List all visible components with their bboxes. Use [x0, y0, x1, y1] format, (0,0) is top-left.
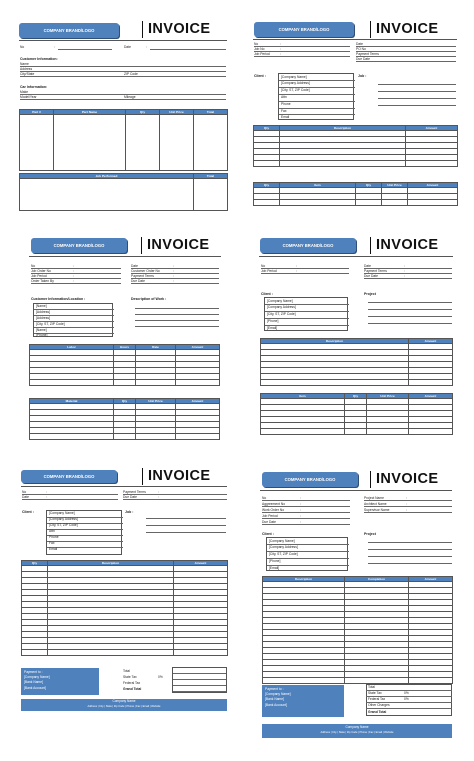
totals-label: State Tax [368, 691, 382, 695]
invoice-title: INVOICE [370, 237, 438, 254]
field-label: Date [124, 45, 131, 49]
section-heading: Customer Information/Location : [31, 297, 86, 301]
column-header: Job Performed [20, 174, 194, 179]
field-label: Date [364, 264, 371, 268]
field-label: No [261, 264, 266, 268]
field-label: Model/Year [20, 95, 37, 99]
field-label: Job Period [261, 269, 277, 273]
column-header: Item [280, 183, 356, 188]
field-label: Payment Terms [131, 274, 154, 278]
column-header: Unit Price [382, 183, 408, 188]
items-table [253, 182, 458, 206]
field-label: Due Date [123, 495, 137, 499]
field-label: Aggreement No [262, 502, 286, 506]
field-label: Date [356, 42, 363, 46]
tax-percent: 0% [158, 675, 163, 679]
column-header: Qty [356, 183, 382, 188]
field-label: Job Period [31, 274, 47, 278]
description-table [21, 560, 228, 656]
column-header: Amount [409, 394, 453, 399]
field-label: Due Date [131, 279, 145, 283]
invoice-title: INVOICE [141, 237, 209, 254]
field-label: Project Name [364, 496, 384, 500]
column-header: Completion [345, 577, 409, 582]
column-header: Part # [20, 110, 54, 115]
field-label: Address [20, 67, 33, 71]
field-label: Supervisor Name [364, 508, 390, 512]
field-label: Due Date [364, 274, 378, 278]
field-label: Date [131, 264, 138, 268]
field-label: Job Period [254, 52, 270, 56]
field-label: Make [20, 90, 29, 94]
job-heading: Job : [358, 74, 367, 78]
column-header: Qty [22, 561, 48, 566]
column-header: Part Name [54, 110, 126, 115]
client-fields: [Company Name] [Company Address] [City, ST, ZIP Code] Attn Phone Fax Email [278, 73, 354, 120]
client-heading: Client : [22, 510, 34, 514]
brand-logo: COMPANY BRAND/LOGO [31, 238, 127, 253]
field-label: No [20, 45, 25, 49]
field-label: Customer Order No [131, 269, 160, 273]
field-label: Job No [254, 47, 265, 51]
column-header: Amount [176, 345, 220, 350]
section-heading: Description of Work : [131, 297, 167, 301]
column-header: Amount [408, 183, 458, 188]
column-header: Amount [409, 577, 453, 582]
field-label: Due Date [356, 57, 370, 61]
field-label: Payment Terms [356, 52, 379, 56]
column-header: Amount [174, 561, 228, 566]
column-header: Hours [114, 345, 136, 350]
company-footer: Company Name Address | City | State | Zip Code | Phone | Fax | Email | Website [21, 699, 227, 711]
field-label: Work Order No [262, 508, 285, 512]
invoice-template-4[interactable]: COMPANY BRAND/LOGO INVOICE No : Job Period : Date : Payment Terms : Due Date : Client : [Company Name] [Company Address] [City, ST, ZIP Code] [Phone] [Email] Project Description Amount Item Qty Unit Price Amount [256, 232, 454, 448]
brand-logo: COMPANY BRAND/LOGO [260, 238, 356, 253]
field-label: Job Order No [31, 269, 51, 273]
invoice-template-3[interactable]: COMPANY BRAND/LOGO INVOICE No : Job Order No : Job Period : Order Taken By : Date : Customer Order No : Payment Terms : Due Date : Customer Information/Location : [Name] [Address] [Address] [City, ST, ZIP Code] [Name] [Phone] Description of Work : Labor Hours Rate Amount Material Qty Unit Price Amount [25, 232, 223, 448]
totals-box [172, 667, 227, 693]
invoice-title: INVOICE [142, 468, 210, 485]
client-heading: Client : [261, 292, 273, 296]
client-heading: Client : [254, 74, 266, 78]
column-header: Qty [254, 183, 280, 188]
field-label: No [22, 490, 27, 494]
customer-fields: [Name] [Address] [Address] [City, ST, ZIP Code] [Name] [Phone] [33, 303, 113, 337]
column-header: Qty [254, 126, 280, 131]
field-label: Payment Terms [364, 269, 387, 273]
client-fields: [Company Name] [Company Address] [City, ST, ZIP Code] [Phone] [Email] [264, 297, 348, 331]
totals-label: Other Charges [368, 703, 390, 707]
totals-label: State Tax [123, 675, 137, 679]
field-label: No [262, 496, 267, 500]
field-label: Job Period [262, 514, 278, 518]
invoice-template-1[interactable]: COMPANY BRAND/LOGO INVOICE No : Date : Customer Information: Name Address City/State ZIP Code Car Information: Make Model/Year Mileage Part # Part Name Qty Unit Price Total Job Performed Total [16, 18, 230, 214]
column-header: Description [48, 561, 174, 566]
column-header: Item [261, 394, 345, 399]
invoice-title: INVOICE [370, 471, 438, 488]
column-header: Qty [345, 394, 367, 399]
brand-logo: COMPANY BRAND/LOGO [19, 23, 119, 38]
column-header: Total [194, 174, 228, 179]
section-heading: Customer Information: [20, 57, 58, 61]
field-label: Payment Terms [123, 490, 146, 494]
tax-percent: 0% [404, 697, 409, 701]
payment-box: Payment to : [Company Name] [Bank Name] [Bank Account] [21, 668, 99, 695]
description-table [253, 125, 458, 167]
project-heading: Project [364, 532, 376, 536]
job-heading: Job : [125, 510, 134, 514]
description-table [260, 338, 453, 386]
column-header: Description [261, 339, 409, 344]
column-header: Amount [406, 126, 458, 131]
column-header: Labor [30, 345, 114, 350]
field-label: No [254, 42, 259, 46]
column-header: Rate [136, 345, 176, 350]
company-footer: Company Name Address | City | State | Zip Code | Phone | Fax | Email | Website [262, 724, 452, 738]
field-label: Order Taken By [31, 279, 54, 283]
field-label: Date [22, 495, 29, 499]
section-heading: Car Information: [20, 85, 48, 89]
column-header: Amount [409, 339, 453, 344]
labor-table [29, 344, 220, 386]
column-header: Description [280, 126, 406, 131]
field-label: City/State [20, 72, 35, 76]
parts-table [19, 109, 228, 171]
payment-box: Payment to : [Company Name] [Bank Name] [Bank Account] [262, 685, 344, 717]
material-table [29, 398, 220, 440]
totals-label: Federal Tax [368, 697, 386, 701]
invoice-template-2[interactable]: COMPANY BRAND/LOGO INVOICE No : Job No : Job Period : Date PO No Payment Terms Due Date Client : [Company Name] [Company Address] [City, ST, ZIP Code] Attn Phone Fax Email Job : Qty Description Amount Qty Item Qty Unit Price Amount [250, 18, 458, 216]
column-header: Material [30, 399, 114, 404]
column-header: Unit Price [160, 110, 194, 115]
project-heading: Project [364, 292, 376, 296]
totals-label: Federal Tax [123, 681, 141, 685]
totals-label: Total [123, 669, 130, 673]
description-table [262, 576, 453, 684]
client-heading: Client : [262, 532, 274, 536]
column-header: Unit Price [367, 394, 409, 399]
invoice-title: INVOICE [370, 21, 438, 38]
job-table [19, 173, 228, 211]
invoice-template-5[interactable]: COMPANY BRAND/LOGO INVOICE No : Date : Payment Terms : Due Date : Client : [Company Name] [Company Address] [City, ST, ZIP Code] Attn Phone Fax Email Job : Qty Description Amount Payment to : [Company Name] [Bank Name] [Bank Account] Total State Tax 0% Federal Tax Grand Total Company Name Address | City | State | Zip Code | Phone | Fax | Email | Website [18, 466, 230, 714]
column-header: Description [263, 577, 345, 582]
tax-percent: 0% [404, 691, 409, 695]
client-fields: [Company Name] [Company Address] [City, ST, ZIP Code] [Phone] [Email] [266, 537, 348, 571]
totals-label: Total [368, 685, 375, 689]
items-table [260, 393, 453, 435]
brand-logo: COMPANY BRAND/LOGO [21, 470, 117, 483]
brand-logo: COMPANY BRAND/LOGO [254, 22, 354, 37]
field-label: Name [20, 62, 29, 66]
column-header: Total [194, 110, 228, 115]
column-header: Unit Price [136, 399, 176, 404]
client-fields: [Company Name] [Company Address] [City, ST, ZIP Code] Attn Phone Fax Email [46, 510, 122, 555]
column-header: Amount [176, 399, 220, 404]
totals-label: Grand Total [368, 710, 387, 714]
field-label: Due Date [262, 520, 276, 524]
invoice-title: INVOICE [142, 21, 210, 38]
field-label: PO No [356, 47, 366, 51]
totals-label: Grand Total [123, 687, 142, 691]
column-header: Qty [126, 110, 160, 115]
field-label: ZIP Code [124, 72, 138, 76]
field-label: No [31, 264, 36, 268]
brand-logo: COMPANY BRAND/LOGO [262, 472, 358, 487]
invoice-template-6[interactable]: COMPANY BRAND/LOGO INVOICE No : Aggreement No : Work Order No : Job Period : Due Date : Project Name : Architect Name : Supervisor Name : Client : [Company Name] [Company Address] [City, ST, ZIP Code] [Phone] [Email] Project Description Completion Amount Payment to : [Company Name] [Bank Name] [Bank Account] Total State Tax 0% Federal Tax 0% Other Charges Grand Total Company Name Address | City | State | Zip Code | Phone | Fax | Email | Website [256, 466, 454, 744]
field-label: Mileage [124, 95, 136, 99]
column-header: Qty [114, 399, 136, 404]
field-label: Architect Name [364, 502, 387, 506]
